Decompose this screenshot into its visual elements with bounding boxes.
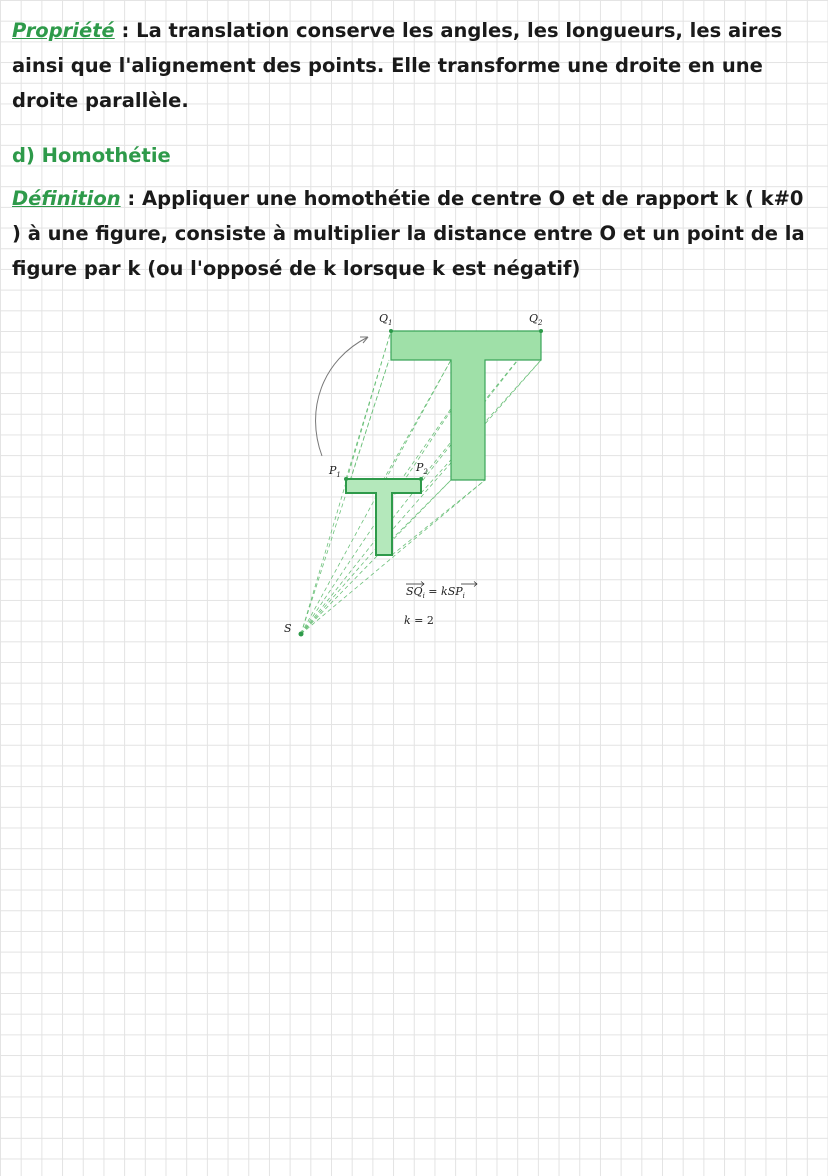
svg-text:SQi = kSPi: $SQ_i = kSP_i$	[406, 585, 465, 600]
arrow-head-icon	[360, 337, 368, 343]
definition-text: Appliquer une homothétie de centre O et de rapport k ( k#0 ) à une figure, consiste à multiplier la distance entre O et un point de la figure par k (ou l'opposé de k lorsque k est négatif)	[12, 187, 805, 280]
point-q1	[389, 329, 393, 333]
vector-formula	[406, 582, 477, 601]
large-t-shape	[391, 331, 541, 480]
label-p2: $P_2$	[416, 461, 428, 476]
label-s: S	[284, 622, 292, 635]
property-separator: :	[114, 19, 137, 42]
label-q2: $Q_2$	[529, 312, 543, 327]
point-p1	[344, 477, 348, 481]
definition-separator: :	[120, 187, 143, 210]
label-p1: $P_1$	[329, 464, 341, 479]
point-q2	[539, 329, 543, 333]
property-keyword: Propriété	[12, 19, 115, 42]
small-t-shape	[346, 479, 421, 555]
point-p2	[419, 477, 423, 481]
section-title: d) Homothétie	[12, 144, 171, 167]
k-value: k = 2	[404, 614, 434, 627]
point-s	[299, 632, 304, 637]
transform-arrow	[316, 337, 368, 456]
label-q1: $Q_1$	[379, 312, 393, 327]
definition-keyword: Définition	[12, 187, 121, 210]
property-text: La translation conserve les angles, les longueurs, les aires ainsi que l'alignement des points. Elle transforme une droite en une droite parallèle.	[12, 19, 783, 112]
